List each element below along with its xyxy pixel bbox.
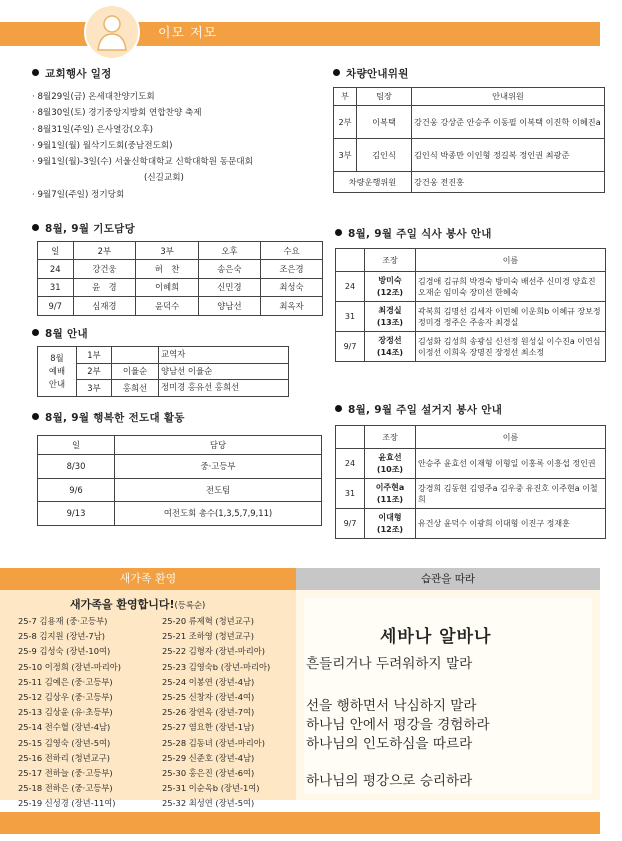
table-cell: 31	[336, 479, 365, 509]
table-cell: 유건상 윤덕수 이광희 이대형 이진구 정재훈	[416, 509, 606, 539]
bullet-icon	[333, 69, 340, 76]
table-cell: 31	[336, 302, 365, 332]
table-cell: 9/13	[38, 502, 115, 526]
event-item: (신길교회)	[144, 173, 184, 184]
section-title-wash: 8월, 9월 주일 설거지 봉사 안내	[335, 402, 502, 417]
table-row	[336, 449, 606, 479]
prayer-table	[37, 241, 323, 316]
section-title-meal: 8월, 9월 주일 식사 봉사 안내	[335, 226, 492, 241]
new-family-list-right	[162, 614, 270, 812]
table-label: 8월 예배 안내	[38, 347, 77, 397]
list-item: 25-30 홍은진 (장년-6여)	[162, 768, 255, 779]
table-cell: 이혜희	[136, 278, 199, 296]
table-cell: 강경희 김동현 김영주a 김우중 유진호 이주현a 이철희	[416, 479, 606, 509]
table-cell: 윤효선 (10조)	[365, 449, 416, 479]
table-cell: 김인식	[357, 139, 412, 172]
event-item: · 8월29일(금) 온세대찬양기도회	[32, 92, 155, 102]
list-item: 25-29 신준호 (장년-4남)	[162, 752, 255, 763]
list-item: 25-17 전하늘 (중·고등부)	[18, 768, 113, 779]
meal-table	[335, 248, 606, 362]
list-item: 25-7 김용재 (중·고등부)	[18, 616, 108, 626]
table-cell: 양남선	[198, 297, 260, 315]
table-header: 안내위원	[412, 88, 605, 106]
table-cell: 교역자	[159, 347, 289, 364]
table-cell: 31	[38, 278, 74, 296]
table-header: 담당	[115, 436, 322, 455]
habit-line: 하나님 안에서 평강을 경험하라	[306, 717, 490, 733]
calligraphy-title: 세바나 알바나	[380, 627, 492, 647]
table-cell: 이율순	[112, 363, 159, 380]
event-item: · 8월30일(토) 경기중앙지방회 연합찬양 축제	[32, 108, 202, 119]
footer-bar	[0, 812, 600, 834]
table-cell: 김경애 김규희 박경숙 방미숙 배선주 신미경 양효진 오재순 임미숙 장미선 한혜숙	[416, 272, 606, 302]
table-cell: 심재경	[73, 297, 136, 315]
list-item: 25-8 김지원 (장년-7남)	[18, 631, 105, 642]
table-cell: 9/7	[336, 509, 365, 539]
table-row	[38, 347, 289, 364]
bullet-icon	[32, 224, 39, 231]
section-title-prayer: 8월, 9월 기도담당	[32, 221, 135, 236]
evangelism-table	[37, 435, 322, 526]
habit-line: 하나님의 인도하심을 따르라	[306, 736, 473, 752]
table-cell: 이주현a (11조)	[365, 479, 416, 509]
vehicle-table	[333, 87, 605, 193]
new-family-band: 새가족 환영	[0, 568, 296, 590]
bullet-icon	[32, 413, 39, 420]
table-header: 일	[38, 242, 74, 260]
table-cell: 9/7	[336, 332, 365, 362]
table-cell: 2부	[77, 363, 112, 380]
table-row	[38, 502, 322, 526]
table-header-row	[38, 242, 323, 260]
table-cell: 최성숙	[260, 278, 322, 296]
habit-line: 선을 행하면서 낙심하지 말라	[306, 698, 477, 714]
table-cell: 9/6	[38, 478, 115, 502]
event-list	[32, 89, 322, 203]
table-header: 3부	[136, 242, 199, 260]
list-item: 25-28 김동녀 (장년-마리아)	[162, 737, 265, 748]
table-header-row	[336, 426, 606, 449]
table-cell: 차량운행위원	[334, 172, 412, 193]
table-cell: 8/30	[38, 455, 115, 479]
table-cell: 전도팀	[115, 478, 322, 502]
list-item: 25-23 김영숙b (장년-마리아)	[162, 661, 271, 672]
new-family-heading: 새가족을 환영합니다!(등록순)	[70, 598, 206, 611]
table-cell: 강건웅 전진홍	[412, 172, 605, 193]
table-cell: 여전도회 총수(1,3,5,7,9,11)	[115, 502, 322, 526]
list-item: 25-32 최성연 (장년-5여)	[162, 798, 255, 809]
list-item: 25-26 장연옥 (장년-7여)	[162, 707, 255, 718]
table-cell: 홍희선	[112, 380, 159, 397]
list-item: 25-24 이봉연 (장년-4남)	[162, 676, 255, 687]
table-row	[38, 455, 322, 479]
table-cell: 양남선 이율순	[159, 363, 289, 380]
table-cell: 24	[38, 260, 74, 278]
section-title-evangelism: 8월, 9월 행복한 전도대 활동	[32, 410, 185, 425]
table-cell: 신민경	[198, 278, 260, 296]
list-item: 25-12 김상우 (중·고등부)	[18, 692, 113, 703]
list-item: 25-27 염요한 (장년-1남)	[162, 722, 255, 733]
bullet-icon	[335, 405, 342, 412]
table-row	[336, 302, 606, 332]
section-title-vehicle: 차량안내위원	[333, 66, 409, 81]
table-row	[334, 106, 605, 139]
table-cell: 2부	[334, 106, 357, 139]
list-item: 25-15 김영숙 (장년-5여)	[18, 737, 111, 748]
table-cell: 허 찬	[136, 260, 199, 278]
wash-table	[335, 425, 606, 539]
list-item: 25-21 조하영 (청년교구)	[162, 631, 254, 642]
table-cell: 이복택	[357, 106, 412, 139]
table-header: 조장	[365, 426, 416, 449]
list-item: 25-9 김성숙 (장년-10여)	[18, 646, 111, 657]
table-row	[336, 272, 606, 302]
table-row	[38, 478, 322, 502]
table-cell: 중·고등부	[115, 455, 322, 479]
list-item: 25-11 김예은 (중·고등부)	[18, 676, 113, 687]
event-item: · 9월1일(월) 월삭기도회(중남전도회)	[32, 140, 173, 151]
table-cell: 3부	[77, 380, 112, 397]
table-cell: 윤덕수	[136, 297, 199, 315]
bullet-icon	[32, 69, 39, 76]
table-cell: 9/7	[38, 297, 74, 315]
table-cell: 강건웅	[73, 260, 136, 278]
table-header: 이름	[416, 426, 606, 449]
table-row	[334, 139, 605, 172]
table-cell: 조은경	[260, 260, 322, 278]
table-header: 부	[334, 88, 357, 106]
list-item: 25-14 전수혈 (장년-4남)	[18, 722, 111, 733]
table-cell: 송은숙	[198, 260, 260, 278]
list-item: 25-25 신창자 (장년-4여)	[162, 692, 255, 703]
table-row	[334, 172, 605, 193]
bullet-icon	[335, 229, 342, 236]
habit-line: 흔들리거나 두려워하지 말라	[306, 656, 473, 672]
habit-band: 습관을 따라	[296, 568, 600, 590]
list-item: 25-31 이순옥b (장년-1여)	[162, 783, 260, 794]
table-header-row	[38, 436, 322, 455]
table-cell: 24	[336, 449, 365, 479]
table-cell: 장정선 (14조)	[365, 332, 416, 362]
list-item: 25-10 이정희 (장년-마리아)	[18, 661, 121, 672]
list-item: 25-22 김형자 (장년-마리아)	[162, 646, 265, 657]
table-row	[38, 297, 323, 315]
event-item: · 8월31일(주일) 은사열강(오후)	[32, 124, 154, 135]
table-cell: 안승주 윤효선 이재형 이형일 이홍록 이흥섭 정인권	[416, 449, 606, 479]
page-title: 이모 저모	[158, 26, 218, 41]
logo	[84, 4, 140, 60]
table-cell: 곽복희 김명선 김세자 이민혜 이운희b 이혜규 장보정 정미경 정주은 주송자 최경실	[416, 302, 606, 332]
table-cell: 김성화 김성희 송광심 신선정 원성실 이수진a 이연심 이정선 이희옥 장명진 장정선 최소정	[416, 332, 606, 362]
table-cell: 1부	[77, 347, 112, 364]
bullet-icon	[32, 329, 39, 336]
table-header-row	[336, 249, 606, 272]
table-cell: 강건웅 강상준 안승주 이동필 이복택 이진학 이혜진a	[412, 106, 605, 139]
table-header-row	[334, 88, 605, 106]
table-header: 수요	[260, 242, 322, 260]
table-row	[336, 479, 606, 509]
table-row	[336, 332, 606, 362]
table-header: 오후	[198, 242, 260, 260]
event-item: · 9월1일(월)-3일(수) 서울신학대학교 신학대학원 동문대회	[32, 157, 253, 168]
table-header: 이름	[416, 249, 606, 272]
table-header: 조장	[365, 249, 416, 272]
table-cell: 김인식 박종만 이인형 정길복 정인권 최광준	[412, 139, 605, 172]
list-item: 25-13 김상윤 (유·초등부)	[18, 707, 113, 718]
table-cell: 3부	[334, 139, 357, 172]
list-item: 25-19 신성경 (장년-11여)	[18, 798, 116, 809]
list-item: 25-20 류제혁 (청년교구)	[162, 616, 254, 626]
table-cell: 윤 경	[73, 278, 136, 296]
table-row	[38, 278, 323, 296]
list-item: 25-18 전하은 (중·고등부)	[18, 783, 113, 794]
table-row	[336, 509, 606, 539]
table-header: 2부	[73, 242, 136, 260]
table-cell: 최경실 (13조)	[365, 302, 416, 332]
table-header: 일	[38, 436, 115, 455]
table-cell: 정미경 홍유선 홍희선	[159, 380, 289, 397]
section-title-august: 8월 안내	[32, 326, 88, 341]
table-cell	[112, 347, 159, 364]
august-guide-table	[37, 346, 289, 397]
event-item: · 9월7일(주일) 정기당회	[32, 189, 125, 200]
list-item: 25-16 전하리 (청년교구)	[18, 752, 110, 763]
table-header: 팀장	[357, 88, 412, 106]
section-title-events: 교회행사 일정	[32, 66, 112, 81]
table-cell: 24	[336, 272, 365, 302]
table-cell: 방미숙 (12조)	[365, 272, 416, 302]
habit-line: 하나님의 평강으로 승리하라	[306, 773, 473, 789]
table-row	[38, 260, 323, 278]
person-icon	[94, 12, 130, 52]
table-cell: 최옥자	[260, 297, 322, 315]
new-family-list-left	[18, 614, 121, 812]
table-cell: 이대형 (12조)	[365, 509, 416, 539]
